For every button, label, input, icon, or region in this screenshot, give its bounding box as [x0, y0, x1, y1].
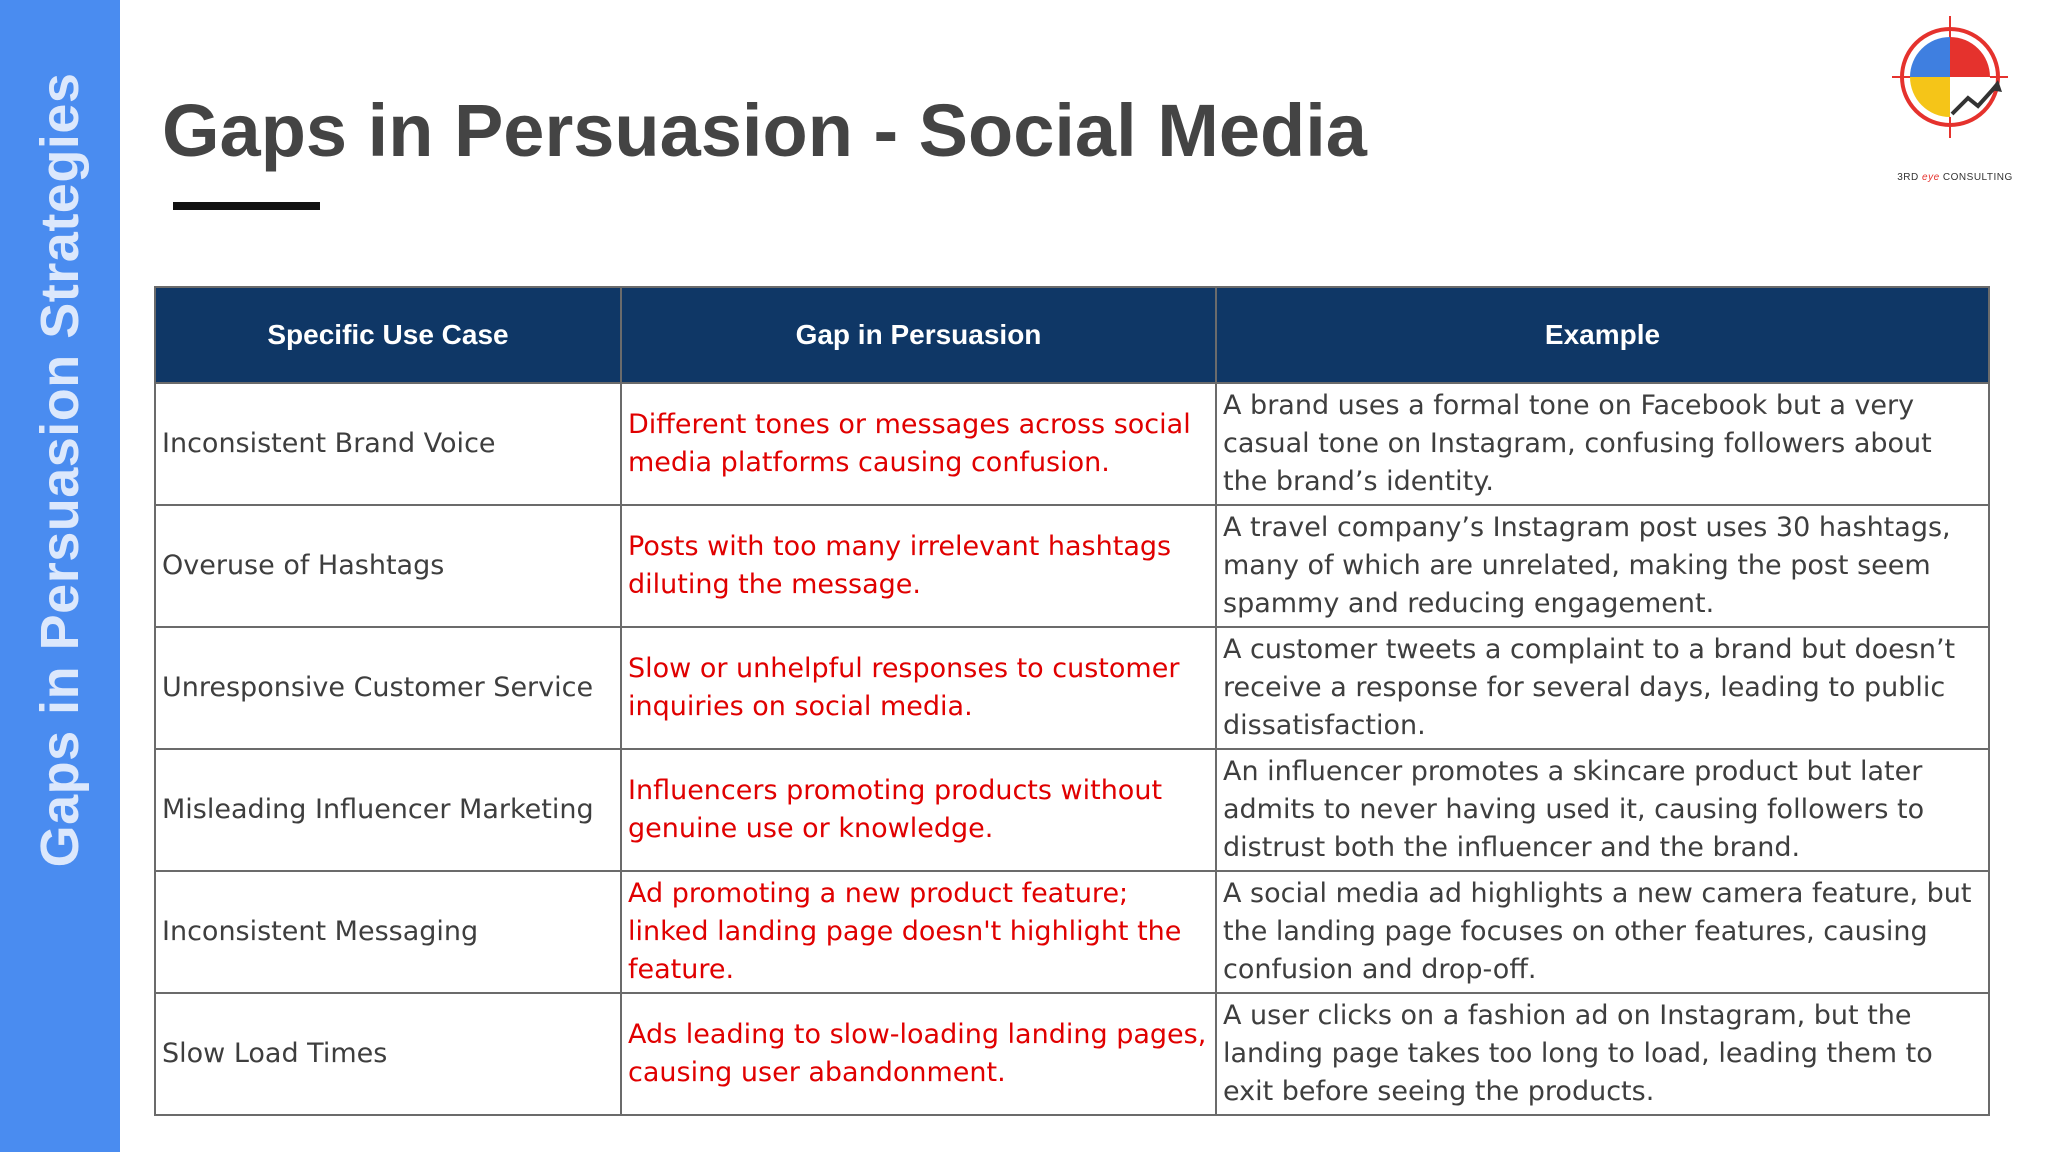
gap-cell: Slow or unhelpful responses to customer inquiries on social media.	[621, 627, 1216, 749]
sidebar-label: Gaps in Persuasion Strategies	[30, 72, 90, 868]
gap-cell: Influencers promoting products without genuine use or knowledge.	[621, 749, 1216, 871]
column-header-example: Example	[1216, 287, 1989, 383]
logo-text-eye: eye	[1922, 172, 1940, 183]
table-row	[155, 993, 1989, 1115]
company-logo	[1880, 14, 2020, 183]
logo-text-suffix: CONSULTING	[1939, 172, 2013, 183]
target-logo-icon	[1890, 14, 2010, 144]
example-cell: A customer tweets a complaint to a brand but doesn’t receive a response for several days, leading to public dissatisfaction.	[1216, 627, 1989, 749]
logo-text-prefix: 3RD	[1897, 172, 1923, 183]
table-row	[155, 627, 1989, 749]
use-case-cell: Inconsistent Messaging	[155, 871, 621, 993]
gaps-table	[154, 286, 1990, 1116]
example-cell: A travel company’s Instagram post uses 30 hashtags, many of which are unrelated, making the post seem spammy and reducing engagement.	[1216, 505, 1989, 627]
table-row	[155, 871, 1989, 993]
table-row	[155, 505, 1989, 627]
example-cell: A social media ad highlights a new camera feature, but the landing page focuses on other features, causing confusion and drop-off.	[1216, 871, 1989, 993]
use-case-cell: Inconsistent Brand Voice	[155, 383, 621, 505]
example-cell: A brand uses a formal tone on Facebook but a very casual tone on Instagram, confusing followers about the brand’s identity.	[1216, 383, 1989, 505]
title-underline	[173, 202, 320, 210]
column-header-gap: Gap in Persuasion	[621, 287, 1216, 383]
gap-cell: Ad promoting a new product feature; linked landing page doesn't highlight the feature.	[621, 871, 1216, 993]
use-case-cell: Misleading Influencer Marketing	[155, 749, 621, 871]
gap-cell: Ads leading to slow-loading landing pages, causing user abandonment.	[621, 993, 1216, 1115]
table-header-row	[155, 287, 1989, 383]
page-title: Gaps in Persuasion - Social Media	[162, 89, 1367, 172]
table-row	[155, 749, 1989, 871]
gap-cell: Posts with too many irrelevant hashtags diluting the message.	[621, 505, 1216, 627]
use-case-cell: Slow Load Times	[155, 993, 621, 1115]
example-cell: A user clicks on a fashion ad on Instagram, but the landing page takes too long to load, leading them to exit before seeing the products.	[1216, 993, 1989, 1115]
logo-wordmark	[1880, 172, 2030, 183]
gap-cell: Different tones or messages across social media platforms causing confusion.	[621, 383, 1216, 505]
column-header-use-case: Specific Use Case	[155, 287, 621, 383]
example-cell: An influencer promotes a skincare product but later admits to never having used it, causing followers to distrust both the influencer and the brand.	[1216, 749, 1989, 871]
use-case-cell: Overuse of Hashtags	[155, 505, 621, 627]
table-row	[155, 383, 1989, 505]
use-case-cell: Unresponsive Customer Service	[155, 627, 621, 749]
